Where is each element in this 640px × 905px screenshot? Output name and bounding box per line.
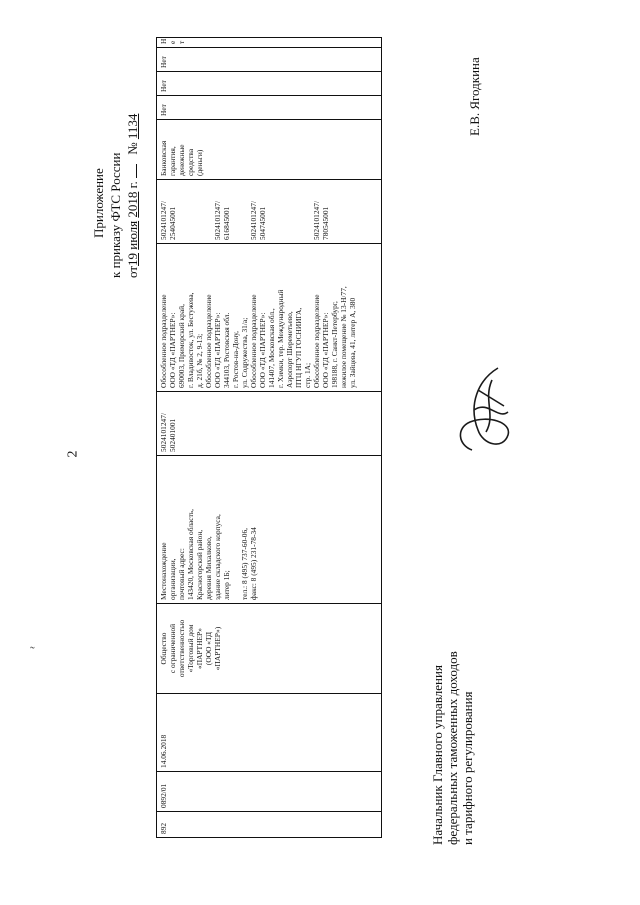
date-year: 2018	[125, 191, 140, 218]
flag-cell: Нет	[157, 72, 382, 96]
signer-name: Е.В. Ягодкина	[467, 57, 482, 136]
order-number-prefix: №	[125, 142, 140, 155]
table-row	[157, 38, 382, 838]
flag-cell: Нет	[157, 96, 382, 120]
date-month: июля	[125, 220, 140, 250]
date-prefix: от	[125, 265, 140, 278]
date-year-suffix: г.	[125, 181, 140, 189]
appendix-title: Приложение	[91, 168, 106, 238]
appendix-date-line	[124, 114, 141, 278]
signer-position-line1: Начальник Главного управления	[430, 665, 445, 845]
inn-kpp: 5024101247/ 502401001	[157, 392, 382, 456]
signer-position-line2: федеральных таможенных доходов	[445, 651, 460, 845]
appendix-header	[90, 114, 141, 278]
order-number: 1134	[125, 113, 140, 140]
signature-graphic	[448, 360, 514, 460]
guarantee-type: Банковская гарантия, денежные средства (деньги)	[157, 120, 382, 180]
date-day: 19	[125, 252, 140, 266]
page-number: 2	[65, 450, 81, 458]
branch-addresses: Обособленное подразделение ООО «ТД «ПАРТНЕР»: 690003, Приморский край, г. Владивосток, ул. Бестужева, д. 21б, № 2, 9-13; Обособленное подразделение ООО «ТД «ПАРТНЕР»: 344103, Ростовская обл. г. Ростов-на-Дону, ул. Содружества, 31/а; Обособленное подразделение ООО «ТД «ПАРТНЕР»: 141407, Московская обл., г. Химки, тер. Международный Аэропорт Шереметьево, ПТЦ НГУП ГОСНИИГА, стр. 1А; Обособленное подразделение ООО «ТД «ПАРТНЕР»: 198188, г. Санкт-Петербург, нежилое помещение № 13-Н/77, ул. Зайцева, 41, литер А, 380	[157, 244, 382, 392]
signature-block	[430, 651, 475, 845]
org-name: Общество с ограниченной ответственностью «Торговый дом «ПАРТНЕР» (ООО «ТД «ПАРТНЕР»)	[157, 604, 382, 694]
branch-codes: 5024101247/ 254045001 5024101247/ 616845001 5024101247/ 504745001 5024101247/ 780545001	[157, 180, 382, 244]
inclusion-date: 14.06.2018	[157, 694, 382, 772]
org-location: Местонахождение организации, почтовый адрес: 143420, Московская область, Красногорский район, деревня Михалково, здание складского корпуса, литер 1Б; тел.: 8 (495) 737-60-06, факс: 8 (495) 231-78-34	[157, 456, 382, 604]
registry-table	[156, 37, 382, 838]
appendix-order-ref: к приказу ФТС России	[108, 152, 123, 278]
signer-position-line3: и тарифного регулирования	[460, 691, 475, 845]
corner-mark: ˜	[30, 645, 35, 660]
flag-cell: Нет	[157, 38, 382, 48]
row-number: 892	[157, 812, 382, 838]
reg-number: 0892/01	[157, 772, 382, 812]
flag-cell: Нет	[157, 48, 382, 72]
